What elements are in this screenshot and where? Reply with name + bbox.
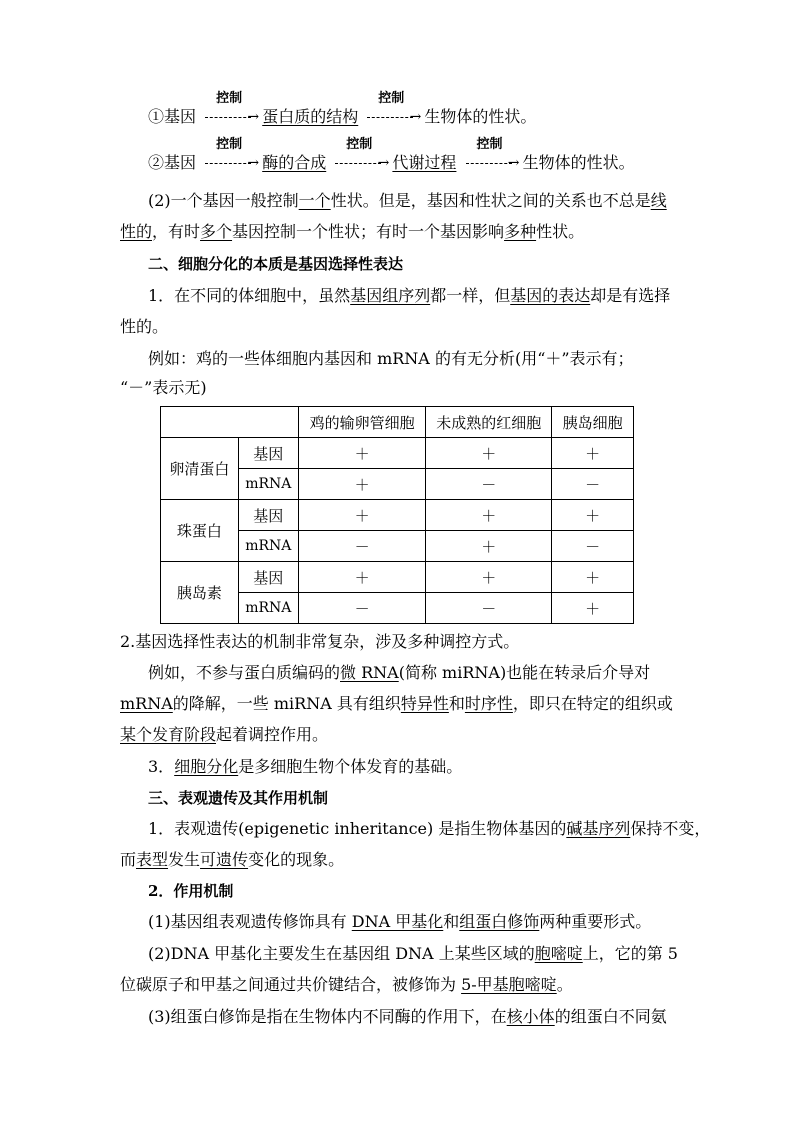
table-row — [161, 562, 634, 593]
section-2-point-2: 2.基因选择性表达的机制非常复杂，涉及多种调控方式。 — [120, 632, 520, 651]
section-3-item-2-line-2: 位碳原子和甲基之间通过共价键结合，被修饰为 5-甲基胞嘧啶。 — [120, 975, 573, 994]
paragraph-2-line-1: (2)一个基因一般控制一个性状。但是，基因和性状之间的关系也不总是线 — [148, 191, 667, 210]
section-3-title: 三、表观遗传及其作用机制 — [148, 789, 329, 807]
flow2-prefix: ②基因 — [148, 153, 197, 172]
table-cell: ＋ — [426, 531, 552, 562]
control-arrow: 控制 → — [464, 152, 516, 174]
table-cell: ＋ — [552, 438, 634, 469]
table-cell: ＋ — [298, 562, 426, 593]
table-cell: ＋ — [552, 500, 634, 531]
table-group-name: 卵清蛋白 — [161, 438, 239, 500]
paragraph-2-line-2: 性的，有时多个基因控制一个性状；有时一个基因影响多种性状。 — [120, 222, 585, 241]
flow2-step3: 生物体的性状 — [522, 153, 619, 172]
flow-line-1: ①基因 控制 → 蛋白质的结构 控制 → 生物体的性状。 — [148, 91, 537, 126]
flow1-step1: 蛋白质的结构 — [262, 107, 359, 126]
section-2-point-1-line-1: 1．在不同的体细胞中，虽然基因组序列都一样，但基因的表达却是有选择 — [148, 286, 671, 305]
table-cell: － — [426, 593, 552, 624]
flow2-step1: 酶的合成 — [262, 153, 327, 172]
flow-line-2: ②基因 控制 → 酶的合成 控制 → 代谢过程 控制 → 生物体的性状。 — [148, 137, 635, 172]
table-header-cell: 鸡的输卵管细胞 — [298, 407, 426, 438]
table-row — [161, 500, 634, 531]
table-cell: ＋ — [552, 562, 634, 593]
section-3-point-1-line-2: 而表型发生可遗传变化的现象。 — [120, 850, 345, 869]
table-cell: ＋ — [552, 593, 634, 624]
example-2-line-1: 例如，不参与蛋白质编码的微 RNA(简称 miRNA)也能在转录后介导对 — [148, 663, 651, 682]
section-3-point-2-title: 2．作用机制 — [148, 882, 234, 900]
table-cell: ＋ — [298, 469, 426, 500]
section-3-item-3: (3)组蛋白修饰是指在生物体内不同酶的作用下，在核小体的组蛋白不同氨 — [148, 1007, 667, 1026]
table-row-type: 基因 — [238, 500, 298, 531]
table-row-type: 基因 — [238, 438, 298, 469]
table-corner-cell — [161, 407, 299, 438]
table-cell: ＋ — [298, 438, 426, 469]
section-2-point-1-line-2: 性的。 — [120, 317, 169, 336]
example-2-line-3: 某个发育阶段起着调控作用。 — [120, 725, 329, 744]
section-3-point-1-line-1: 1．表观遗传(epigenetic inheritance) 是指生物体基因的碱基序列保持不变， — [148, 819, 711, 838]
table-row-type: mRNA — [238, 531, 298, 562]
table-cell: ＋ — [426, 562, 552, 593]
table-row-type: mRNA — [238, 593, 298, 624]
table-header-cell: 未成熟的红细胞 — [426, 407, 552, 438]
control-arrow: 控制 → — [203, 152, 255, 174]
table-cell: ＋ — [298, 500, 426, 531]
flow1-step2: 生物体的性状 — [424, 107, 521, 126]
table-group-name: 珠蛋白 — [161, 500, 239, 562]
table-cell: － — [552, 531, 634, 562]
control-arrow: 控制 → — [203, 106, 255, 128]
table-header-cell: 胰岛细胞 — [552, 407, 634, 438]
example-1-line-2: “－”表示无) — [120, 378, 207, 397]
table-row-type: 基因 — [238, 562, 298, 593]
table-group-name: 胰岛素 — [161, 562, 239, 624]
table-cell: ＋ — [426, 438, 552, 469]
example-2-line-2: mRNA的降解，一些 miRNA 具有组织特异性和时序性，即只在特定的组织或 — [120, 694, 673, 713]
table-cell: － — [426, 469, 552, 500]
table-row — [161, 438, 634, 469]
control-arrow: 控制 → — [333, 152, 385, 174]
flow1-prefix: ①基因 — [148, 107, 197, 126]
table-cell: － — [552, 469, 634, 500]
example-1-line-1: 例如：鸡的一些体细胞内基因和 mRNA 的有无分析(用“＋”表示有； — [148, 349, 634, 368]
table-header-row — [161, 407, 634, 438]
section-3-item-2-line-1: (2)DNA 甲基化主要发生在基因组 DNA 上某些区域的胞嘧啶上，它的第 5 — [148, 944, 678, 963]
flow2-step2: 代谢过程 — [392, 153, 457, 172]
section-3-item-1: (1)基因组表观遗传修饰具有 DNA 甲基化和组蛋白修饰两种重要形式。 — [148, 912, 652, 931]
table-row-type: mRNA — [238, 469, 298, 500]
control-arrow: 控制 → — [365, 106, 417, 128]
table-cell: － — [298, 593, 426, 624]
gene-expression-table — [160, 406, 634, 624]
section-2-title: 二、细胞分化的本质是基因选择性表达 — [148, 255, 404, 273]
table-cell: － — [298, 531, 426, 562]
table-cell: ＋ — [426, 500, 552, 531]
section-2-point-3: 3．细胞分化是多细胞生物个体发育的基础。 — [148, 757, 463, 776]
